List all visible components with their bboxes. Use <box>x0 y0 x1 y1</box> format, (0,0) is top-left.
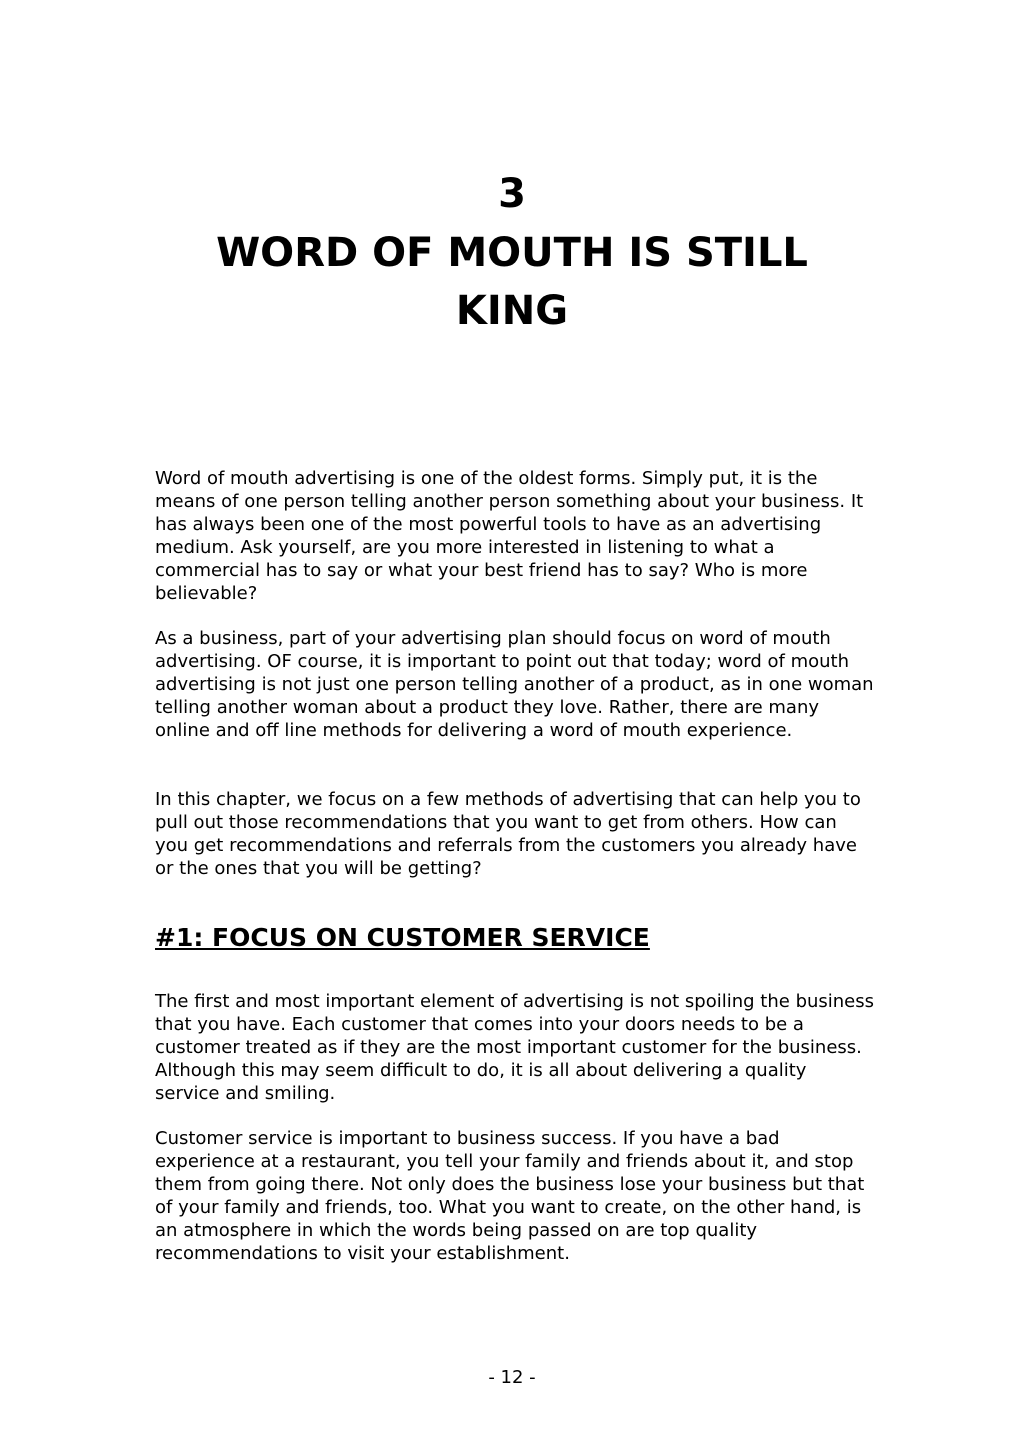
chapter-header <box>0 168 1024 340</box>
page-number: - 12 - <box>488 1367 536 1388</box>
intro-paragraph-1: Word of mouth advertising is one of the oldest forms. Simply put, it is the means of one person telling another person something about your business. It has always been one of the most powerful tools to have as an advertising medium. Ask yourself, are you more interested in listening to what a commercial has to say or what your best friend has to say? Who is more believable? <box>155 468 864 604</box>
chapter-title: WORD OF MOUTH IS STILL KING <box>216 230 808 334</box>
section-heading: #1: FOCUS ON CUSTOMER SERVICE <box>155 923 650 952</box>
chapter-number: 3 <box>498 171 526 217</box>
section-paragraph-1: The first and most important element of advertising is not spoiling the business that you have. Each customer that comes into your doors needs to be a customer treated as if they are the most important customer for the business. Although this may seem difficult to do, it is all about delivering a quality service and smiling. <box>155 991 875 1104</box>
intro-paragraph-2: As a business, part of your advertising plan should focus on word of mouth advertising. OF course, it is important to point out that today; word of mouth advertising is not just one person telling another of a product, as in one woman telling another woman about a product they love. Rather, there are many online and off line methods for delivering a word of mouth experience. <box>155 628 874 741</box>
section-paragraph-2: Customer service is important to business success. If you have a bad experience at a restaurant, you tell your family and friends about it, and stop them from going there. Not only does the business lose your business but that of your family and friends, too. What you want to create, on the other hand, is an atmosphere in which the words being passed on are top quality recommendations to visit your establishment. <box>155 1128 865 1264</box>
intro-paragraph-3: In this chapter, we focus on a few methods of advertising that can help you to pull out those recommendations that you want to get from others. How can you get recommendations and referrals from the customers you already have or the ones that you will be getting? <box>155 789 861 879</box>
